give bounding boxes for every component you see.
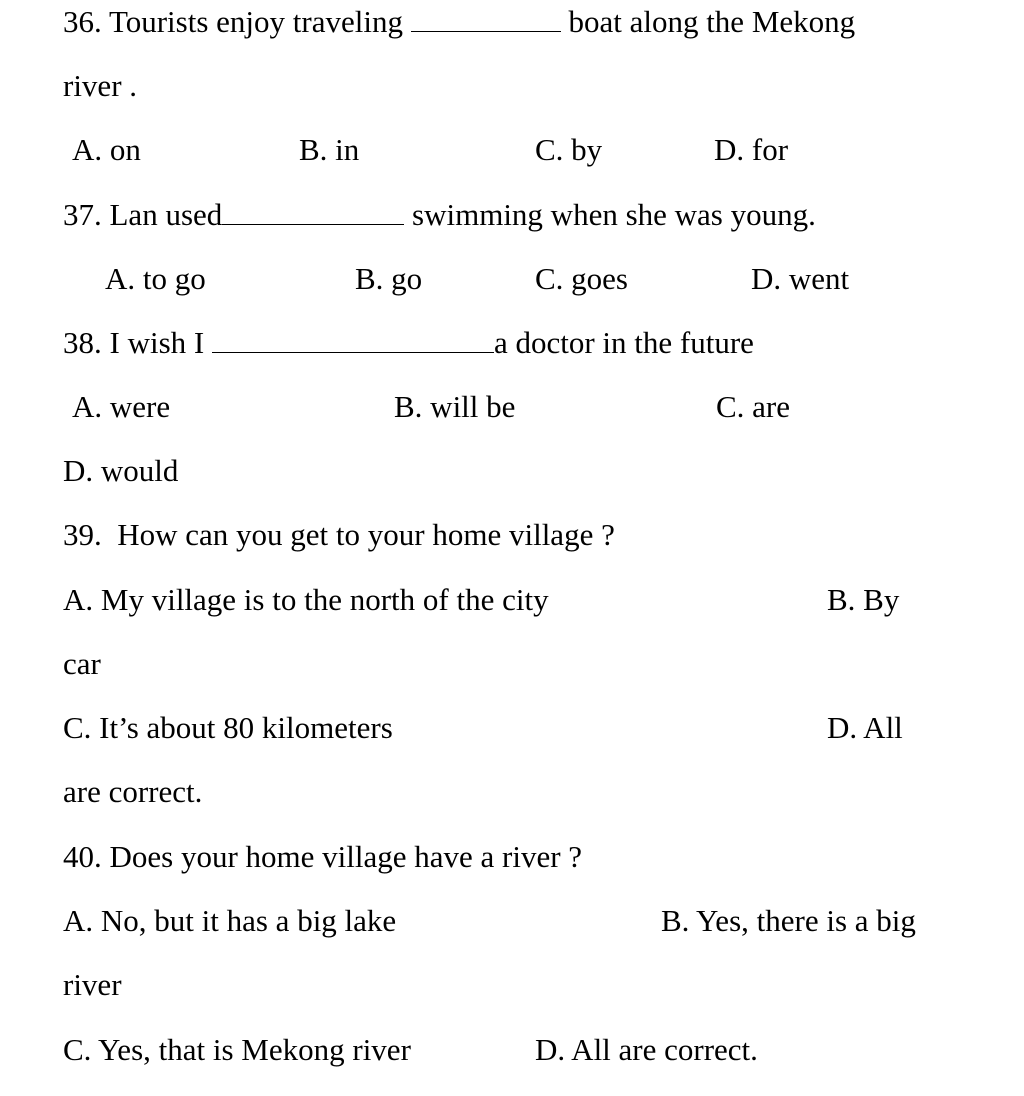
question-37-option-b: B. go <box>355 261 423 296</box>
question-36-option-d: D. for <box>714 132 789 167</box>
question-39-option-d: D. All <box>827 710 903 745</box>
question-39-option-b: B. By <box>827 582 900 617</box>
question-37 <box>63 199 816 230</box>
question-39-option-c: C. It’s about 80 kilometers <box>63 710 393 745</box>
question-38-option-c: C. are <box>716 389 791 424</box>
question-36-option-a: A. on <box>72 132 141 167</box>
question-38-text-start: 38. I wish I <box>63 325 212 360</box>
question-40: 40. Does your home village have a river ? <box>63 839 583 874</box>
question-38-option-a: A. were <box>72 389 171 424</box>
question-37-option-c: C. goes <box>535 261 628 296</box>
answer-blank <box>212 328 494 353</box>
question-37-option-a: A. to go <box>105 261 206 296</box>
question-36-text-start: 36. Tourists enjoy traveling <box>63 4 411 39</box>
question-39-option-b-continuation: car <box>63 646 101 681</box>
question-37-text-start: 37. Lan used <box>63 197 223 232</box>
question-36-option-c: C. by <box>535 132 603 167</box>
question-36-continuation: river . <box>63 68 138 103</box>
question-40-option-b-continuation: river <box>63 967 122 1002</box>
question-38 <box>63 327 754 358</box>
question-36 <box>63 6 855 37</box>
question-36-text-end: boat along the Mekong <box>560 4 856 39</box>
question-39-option-a: A. My village is to the north of the city <box>63 582 549 617</box>
question-40-option-c: C. Yes, that is Mekong river <box>63 1032 411 1067</box>
answer-blank <box>411 7 561 32</box>
question-40-option-b: B. Yes, there is a big <box>661 903 916 938</box>
question-39: 39. How can you get to your home village ? <box>63 517 615 552</box>
question-39-option-d-continuation: are correct. <box>63 774 203 809</box>
question-40-option-d: D. All are correct. <box>535 1032 758 1067</box>
question-37-option-d: D. went <box>751 261 850 296</box>
question-40-option-a: A. No, but it has a big lake <box>63 903 397 938</box>
question-38-option-d: D. would <box>63 453 179 488</box>
answer-blank <box>222 200 404 225</box>
question-36-option-b: B. in <box>299 132 360 167</box>
question-37-text-end: swimming when she was young. <box>404 197 816 232</box>
question-38-text-end: a doctor in the future <box>493 325 754 360</box>
question-38-option-b: B. will be <box>394 389 516 424</box>
